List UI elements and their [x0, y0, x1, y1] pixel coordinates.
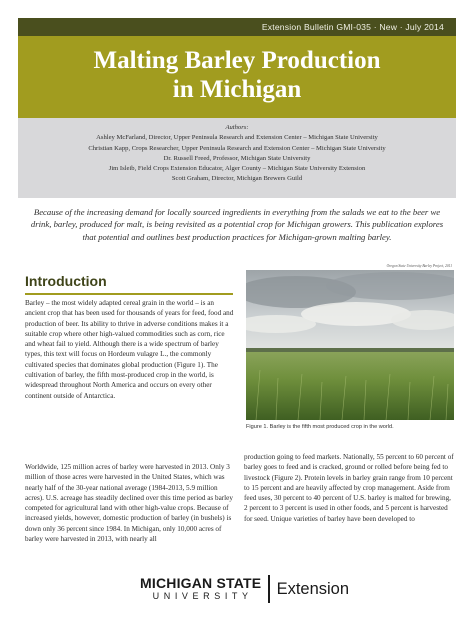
page-title: Malting Barley Production in Michigan — [93, 47, 381, 103]
authors-section — [18, 118, 456, 198]
footer-logo — [140, 572, 349, 606]
extension-label: Extension — [276, 579, 350, 598]
msu-line1: MICHIGAN STATE — [140, 575, 262, 591]
heading-rule — [25, 293, 233, 295]
intro-paragraph-2: Worldwide, 125 million acres of barley were harvested in 2013. Only 3 million of those acres were harvested in the United States, which was nearly half of the 30-year national average (1984-2013, 5.9 million acres). U.S. acreage has steadily declined over this time period as barley competed for agricultural land with other high-value crops. Because of increased yields, however, domestic production of barley (in bushels) is down only 36 percent since 1984. In Michigan, only 10,000 acres of barley were harvested in 2013, with nearly all — [25, 463, 233, 544]
author-line: Christian Kapp, Crops Researcher, Upper Peninsula Research and Extension Center – Michigan State University — [88, 144, 386, 152]
bulletin-bar — [18, 18, 456, 36]
author-line: Scott Graham, Director, Michigan Brewers Guild — [171, 175, 303, 183]
authors-heading: Authors: — [225, 124, 249, 131]
msu-wordmark — [140, 576, 261, 602]
abstract-text: Because of the increasing demand for locally sourced ingredients in everything from the salads we eat to the beer we drink, barley, produced for malt, is being revisited as a potential crop for Michigan growers. This publication explores that potential and outlines best production practices for Michigan-grown malting barley. — [30, 207, 444, 242]
author-line: Ashley McFarland, Director, Upper Peninsula Research and Extension Center – Michigan State University — [96, 134, 378, 142]
photo-caption: Figure 1. Barley is the fifth most produced crop in the world. — [246, 424, 394, 430]
photo-credit: Oregon State University Barley Project, 2011 — [386, 264, 452, 268]
barley-field-photo — [246, 270, 454, 420]
logo-divider — [268, 575, 269, 603]
intro-paragraph-1: Barley – the most widely adapted cereal grain in the world – is an ancient crop that has been used for thousands of years for feed, food and production of beer. Its ability to thrive in adverse conditions makes it a suitable crop where other high-valued commodities such as corn, rice and wheat fail to yield. Although there is a wide spectrum of barley types, this text will focus on Hordeum vulagre L., the commonly cultivated species that dominates global production (Figure 1). The cultivation of barley, the fifth most-produced crop in the world, is widespread throughout North America and occurs on every other continent outside of Antarctica. — [25, 299, 234, 400]
author-line: Jim Isleib, Field Crops Extension Educator, Alger County – Michigan State University Extension — [108, 165, 366, 173]
bulletin-label: Extension Bulletin GMI-035 · New · July 2014 — [261, 22, 444, 32]
authors-list — [18, 123, 456, 185]
title-band — [18, 36, 456, 118]
section-heading: Introduction — [25, 273, 107, 289]
author-line: Dr. Russell Freed, Professor, Michigan State University — [163, 154, 311, 162]
msu-line2: UNIVERSITY — [152, 591, 253, 601]
intro-paragraph-3: production going to feed markets. Nationally, 55 percent to 60 percent of barley goes to feed and is cracked, ground or rolled before being fed to livestock (Figure 2). Protein levels in barley grain range from 10 percent to 15 percent and are heavily affected by crop management. Aside from feed uses, 30 percent to 40 percent of U.S. barley is malted for brewing, 2 percent to 3 percent is used in other foods, and 5 percent is harvested for seed. Unique varieties of barley have been developed to — [244, 453, 454, 523]
